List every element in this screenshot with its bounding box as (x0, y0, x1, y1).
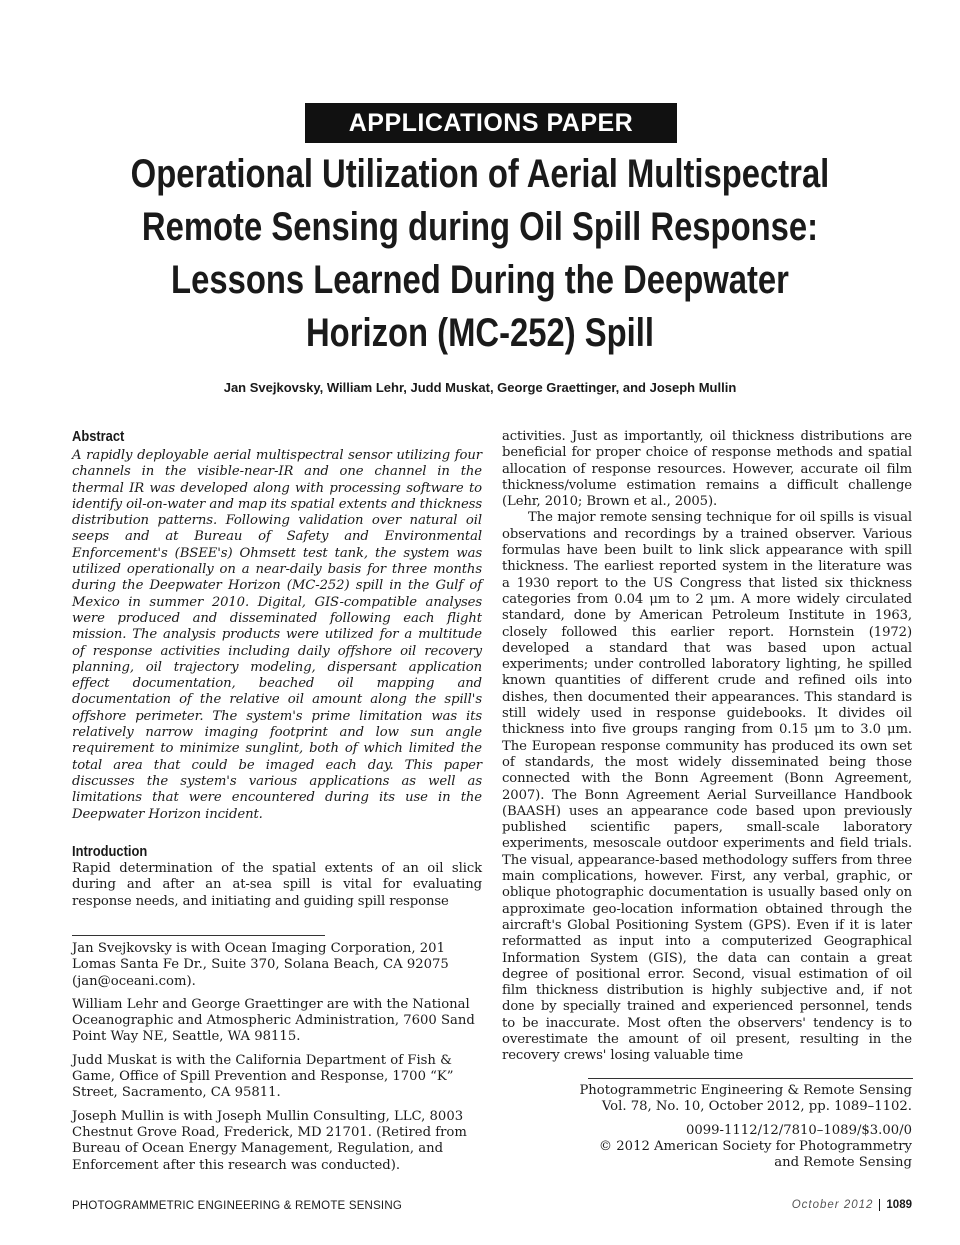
footer-journal: PHOTOGRAMMETRIC ENGINEERING & REMOTE SENSING (72, 1200, 402, 1212)
right-column-text (502, 429, 912, 1065)
title-line: Horizon (MC-252) Spill (305, 311, 655, 355)
affiliation-note: Joseph Mullin is with Joseph Mullin Consulting, LLC, 8003 Chestnut Grove Road, Frederick, MD 21701. (Retired from Bureau of Ocean Energy Management, Regulation, and Enforcement after this research was conducted). (72, 1108, 467, 1173)
introduction-text: Rapid determination of the spatial extents of an oil slick during and after an at-sea spill is vital for evaluating response needs, and initiating and guiding spill response (72, 861, 482, 909)
introduction-heading: Introduction (72, 843, 148, 860)
abstract-section (72, 428, 482, 823)
introduction-section (72, 843, 482, 910)
affiliation-note: William Lehr and George Graettinger are with the National Oceanographic and Atmospheric Administration, 7600 Sand Point Way NE, Seattle, WA 98115. (72, 996, 475, 1045)
body-paragraph: The major remote sensing technique for oil spills is visual observations and recordings by a trained observer. Various formulas have been built to link slick appearance with spill thickness. The earliest reported system in the literature was a 1930 report to the US Congress that listed six thickness categories from 0.04 μm to 2 μm. A more widely circulated standard, done by American Petroleum Institute in 1963, closely followed this earlier report. Hornstein (1972) developed a standard that was based upon actual experiments; under controlled laboratory lighting, he spilled known quantities of different crude and refined oils into dishes, then documented their appearances. This standard is still widely used in response guidebooks. It divides oil thickness into five groups ranging from 0.15 μm to 3.0 μm. The European response community has produced its own set of standards, the most widely disseminated being those connected with the Bonn Agreement (Bonn Agreement, 2007). The Bonn Agreement Aerial Surveillance Handbook (BAASH) uses an appearance code based upon previously published scientific papers, small-scale laboratory experiments, mesoscale outdoor experiments and field trials. The visual, appearance-based methodology suffers from three main complications, however. First, any verbal, graphic, or oblique photographic documentation is usually based only on approximate geo-location information obtained through the aircraft's Global Positioning System (GPS). Even if it is later reformatted as input into a computerized Geographical Information System (GIS), the data can contain a great degree of positional error. Second, visual estimation of oil film thickness distribution is highly subjective and, if not done by specially trained and experienced personnel, tends to be inaccurate. Most often the observers' tendency is to overestimate the amount of oil present, resulting in the recovery crews' losing valuable time (502, 510, 912, 1064)
citation-copyright: © 2012 American Society for Photogrammetry (598, 1138, 912, 1154)
abstract-text: A rapidly deployable aerial multispectral sensor utilizing four channels in the visible-near-IR and one channel in the thermal IR was developed along with processing software to identify oil-on-water and map its spatial extents and thickness distribution patterns. Following validation over natural oil seeps and at Bureau of Safety and Environmental Enforcement's (BSEE's) Ohmsett test tank, the system was utilized operationally on a near-daily basis for three months during the Deepwater Horizon (MC-252) spill in the Gulf of Mexico in summer 2010. Digital, GIS-compatible analyses were produced and disseminated following each flight mission. The analysis products were utilized for a multitude of response activities including daily offshore oil recovery planning, oil trajectory modeling, dispersant application effect documentation, beached oil mapping and documentation of the relative oil amount along the spill's offshore perimeter. The system's prime limitation was its relatively narrow imaging footprint and low sun angle requirement to minimize sunglint, both of which limited the total area that could be imaged each day. This paper discusses the system's various applications as well as limitations that were encountered during its use in the Deepwater Horizon incident. (72, 448, 482, 822)
footnote-divider (72, 935, 325, 936)
abstract-heading: Abstract (72, 428, 125, 445)
body-paragraph: activities. Just as importantly, oil thickness distributions are beneficial for proper choice of response methods and spatial allocation of response resources. However, accurate oil film thickness/volume estimation remains a difficult challenge (Lehr, 2010; Brown et al., 2005). (502, 429, 912, 510)
title-line: Operational Utilization of Aerial Multispectral (130, 152, 830, 196)
citation-copyright: and Remote Sensing (774, 1155, 912, 1171)
citation-volume: Vol. 78, No. 10, October 2012, pp. 1089–1102. (601, 1099, 912, 1115)
affiliation-note: Judd Muskat is with the California Department of Fish & Game, Office of Spill Prevention and Response, 1700 “K” Street, Sacramento, CA 95811. (72, 1052, 454, 1101)
section-banner: APPLICATIONS PAPER (305, 103, 677, 143)
title-line: Remote Sensing during Oil Spill Response: (141, 205, 819, 249)
paper-title (119, 148, 841, 360)
footer-separator (879, 1199, 880, 1211)
footer-page-info (792, 1199, 912, 1211)
citation-divider (588, 1078, 913, 1079)
author-list: Jan Svejkovsky, William Lehr, Judd Muskat, George Graettinger, and Joseph Mullin (223, 380, 737, 395)
citation-block (560, 1083, 912, 1171)
author-affiliations (72, 941, 482, 1181)
title-line: Lessons Learned During the Deepwater (171, 258, 789, 302)
citation-issn: 0099-1112/12/7810–1089/$3.00/0 (686, 1122, 912, 1138)
page-number: 1089 (886, 1199, 912, 1211)
citation-journal: Photogrammetric Engineering & Remote Sensing (579, 1083, 912, 1098)
affiliation-note: Jan Svejkovsky is with Ocean Imaging Corporation, 201 Lomas Santa Fe Dr., Suite 370, Solana Beach, CA 92075 (jan@oceani.com). (72, 941, 449, 989)
footer-date: October 2012 (791, 1199, 874, 1211)
